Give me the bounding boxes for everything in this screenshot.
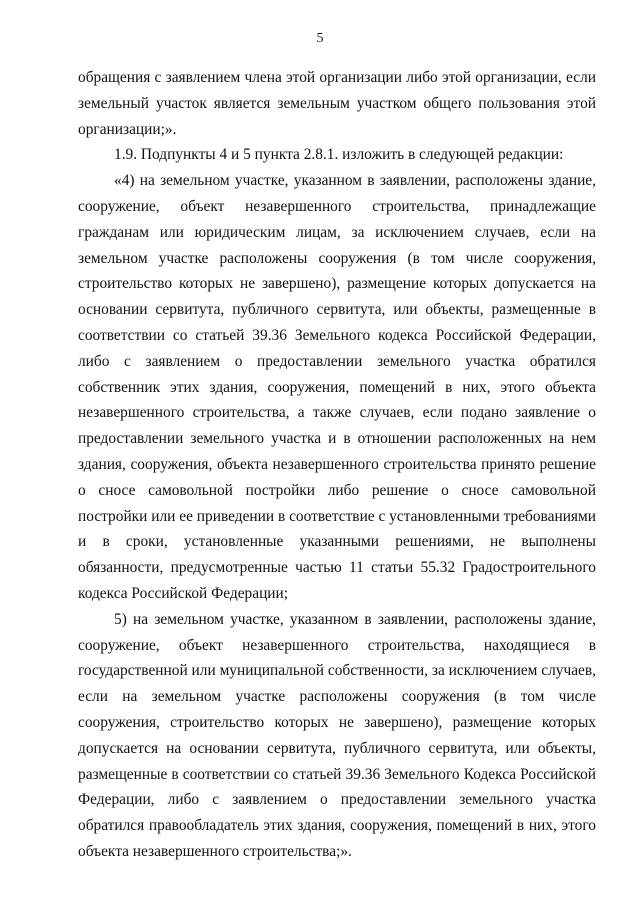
paragraph-continuation: обращения с заявлением члена этой организации либо этой организации, если земельный участок является земельным участком общего пользования этой организации;». (78, 69, 596, 138)
paragraph-amendment-1-9: 1.9. Подпункты 4 и 5 пункта 2.8.1. изложить в следующей редакции: (114, 146, 564, 164)
document-body (78, 65, 596, 865)
paragraph-subitem-4: «4) на земельном участке, указанном в заявлении, расположены здание, сооружение, объект незавершенного строительства, принадлежащие гражданам или юридическим лицам, за исключением случаев, если на земельном участке расположены сооружения (в том числе сооружения, строительство которых не завершено), размещение которых допускается на основании сервитута, публичного сервитута, или объекты, размещенные в соответствии со статьей 39.36 Земельного кодекса Российской Федерации, либо с заявлением о предоставлении земельного участка обратился собственник этих здания, сооружения, помещений в них, этого объекта незавершенного строительства, а также случаев, если подано заявление о предоставлении земельного участка и в отношении расположенных на нем здания, сооружения, объекта незавершенного строительства принято решение о сносе самовольной постройки либо решение о сносе самовольной постройки или ее приведении в соответствие с установленными требованиями и в сроки, установленные указанными решениями, не выполнены обязанности, предусмотренные частью 11 статьи 55.32 Градостроительного кодекса Российской Федерации; (78, 172, 596, 602)
paragraph-subitem-5: 5) на земельном участке, указанном в заявлении, расположены здание, сооружение, объект незавершенного строительства, находящиеся в государственной или муниципальной собственности, за исключением случаев, если на земельном участке расположены сооружения (в том числе сооружения, строительство которых не завершено), размещение которых допускается на основании сервитута, публичного сервитута, или объекты, размещенные в соответствии со статьей 39.36 Земельного Кодекса Российской Федерации, либо с заявлением о предоставлении земельного участка обратился правообладатель этих здания, сооружения, помещений в них, этого объекта незавершенного строительства;». (78, 610, 596, 860)
page-number: 5 (316, 31, 324, 46)
